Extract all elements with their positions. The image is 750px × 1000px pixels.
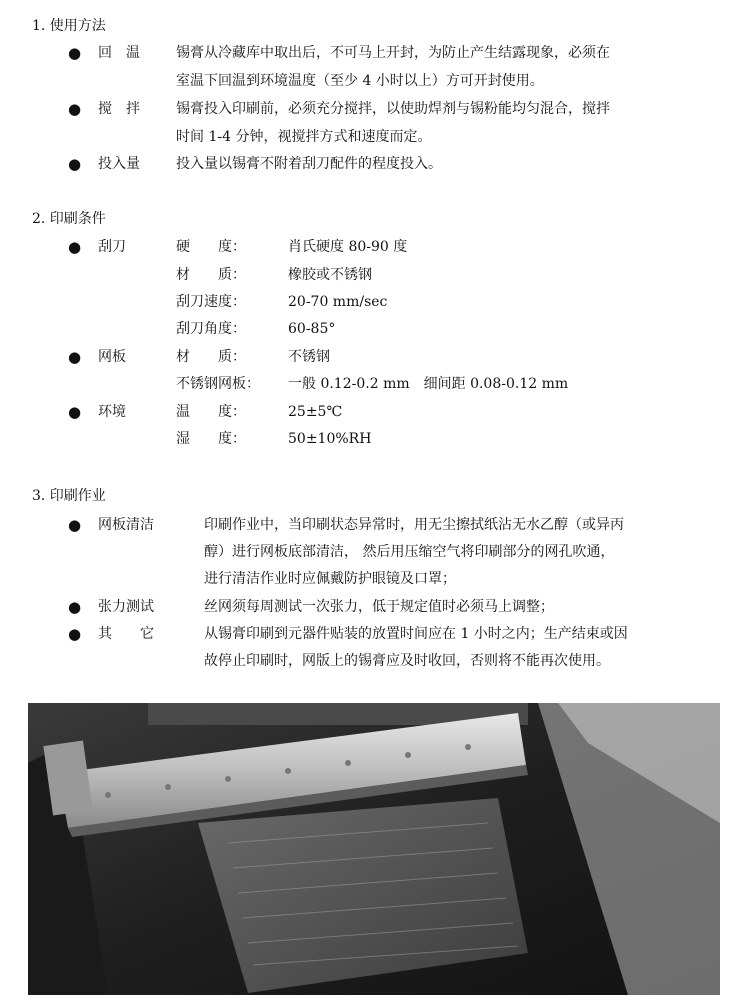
group-label-environment: 环境 [98, 404, 126, 420]
bullet-icon: ● [68, 598, 82, 616]
row-value: 25±5℃ [288, 404, 343, 420]
bullet-icon: ● [68, 625, 82, 643]
row-value: 一般 0.12-0.2 mm 细间距 0.08-0.12 mm [288, 376, 569, 392]
group-label-stencil: 网板 [98, 349, 126, 365]
bullet-icon: ● [68, 348, 82, 366]
item-text-line: 印刷作业中，当印刷状态异常时，用无尘擦拭纸沾无水乙醇（或异丙 [204, 517, 624, 533]
bullet-icon: ● [68, 238, 82, 256]
row-value: 50±10%RH [288, 431, 372, 447]
item-label-warm: 回 温 [98, 45, 140, 61]
row-value: 肖氏硬度 80-90 度 [288, 239, 408, 255]
item-text-line: 醇）进行网板底部清洁， 然后用压缩空气将印刷部分的网孔吹通， [204, 544, 615, 560]
item-label-tension: 张力测试 [98, 599, 154, 615]
row-value: 20-70 mm/sec [288, 294, 388, 310]
section-2-heading: 2. 印刷条件 [32, 211, 106, 227]
group-label-squeegee: 刮刀 [98, 239, 126, 255]
bullet-icon: ● [68, 100, 82, 118]
item-text-line: 故停止印刷时，网版上的锡膏应及时收回，否则将不能再次使用。 [204, 653, 610, 669]
section-1-heading: 1. 使用方法 [32, 18, 106, 34]
printer-photo [28, 703, 720, 995]
row-value: 橡胶或不锈钢 [288, 267, 372, 283]
row-key: 硬 度： [176, 239, 246, 255]
item-text-line: 丝网须每周测试一次张力，低于规定值时必须马上调整； [204, 599, 554, 615]
row-key: 不锈钢网板： [176, 376, 260, 392]
item-text-line: 锡膏从冷藏库中取出后，不可马上开封，为防止产生结露现象，必须在 [176, 45, 610, 61]
row-key: 刮刀角度： [176, 321, 246, 337]
row-key: 刮刀速度： [176, 294, 246, 310]
item-label-stencil-clean: 网板清洁 [98, 517, 154, 533]
bullet-icon: ● [68, 516, 82, 534]
item-text-line: 进行清洁作业时应佩戴防护眼镜及口罩； [204, 571, 456, 587]
item-text-line: 锡膏投入印刷前，必须充分搅拌，以使助焊剂与锡粉能均匀混合，搅拌 [176, 101, 610, 117]
item-label-amount: 投入量 [98, 156, 140, 172]
row-key: 湿 度： [176, 431, 246, 447]
item-text-line: 时间 1-4 分钟，视搅拌方式和速度而定。 [176, 129, 432, 145]
bullet-icon: ● [68, 403, 82, 421]
row-key: 材 质： [176, 267, 246, 283]
bullet-icon: ● [68, 155, 82, 173]
row-key: 温 度： [176, 404, 246, 420]
item-label-other: 其 它 [98, 626, 154, 642]
item-text-line: 室温下回温到环境温度（至少 4 小时以上）方可开封使用。 [176, 73, 544, 89]
row-key: 材 质： [176, 349, 246, 365]
item-text-line: 从锡膏印刷到元器件贴装的放置时间应在 1 小时之内；生产结束或因 [204, 626, 628, 642]
row-value: 60-85° [288, 321, 336, 337]
item-text-line: 投入量以锡膏不附着刮刀配件的程度投入。 [176, 156, 442, 172]
row-value: 不锈钢 [288, 349, 330, 365]
bullet-icon: ● [68, 44, 82, 62]
item-label-stir: 搅 拌 [98, 101, 140, 117]
section-3-heading: 3. 印刷作业 [32, 488, 106, 504]
